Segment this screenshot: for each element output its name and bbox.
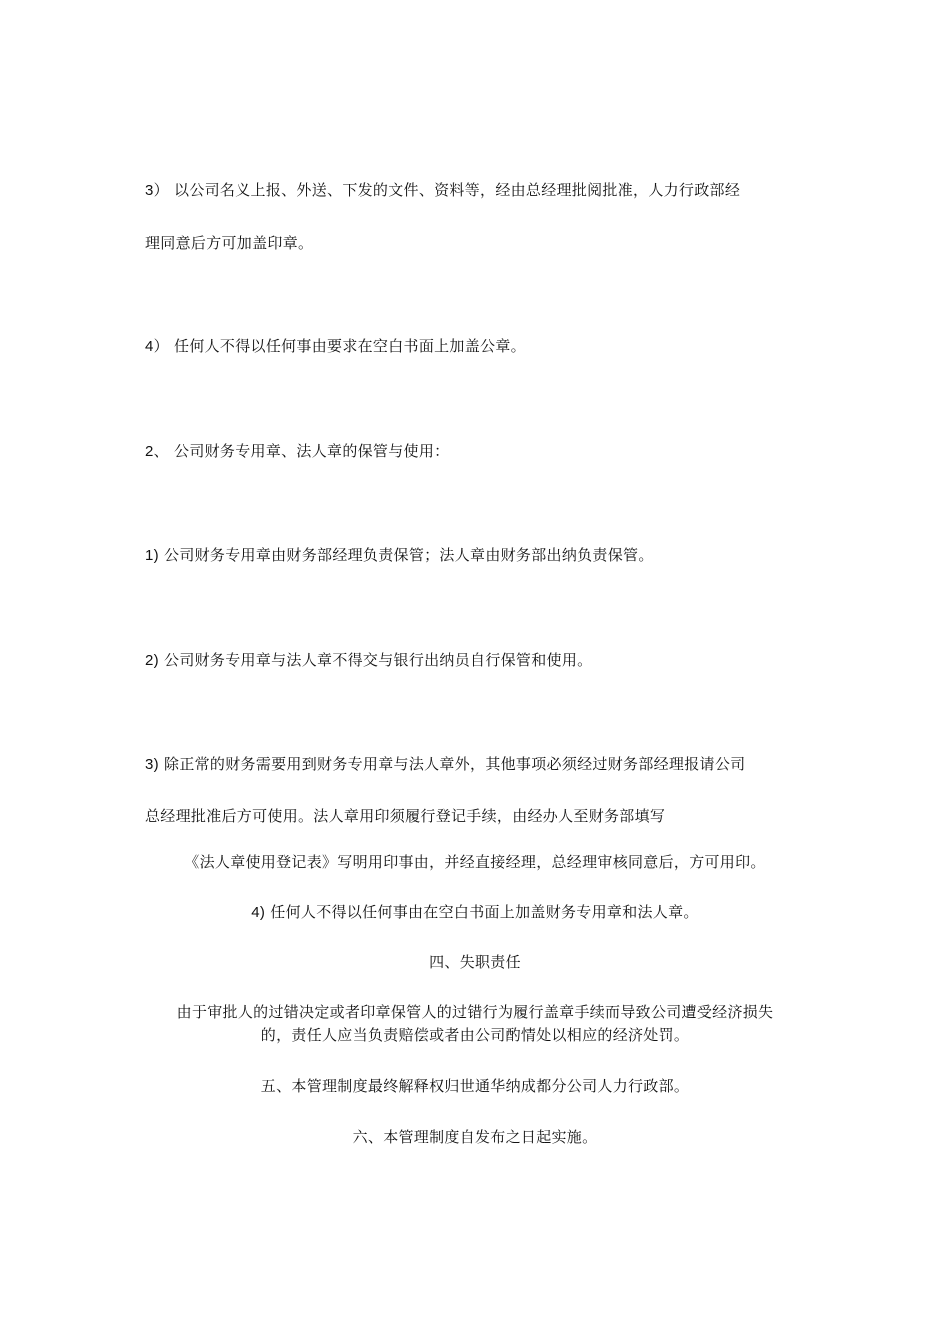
clause-text: 公司财务专用章由财务部经理负责保管；法人章由财务部出纳负责保管。 [164, 546, 654, 564]
clause-number: 4) [251, 904, 266, 921]
clause-number: 3） [145, 182, 169, 199]
clause-text: 任何人不得以任何事由在空白书面上加盖财务专用章和法人章。 [270, 903, 699, 921]
clause-text: 以公司名义上报、外送、下发的文件、资料等，经由总经理批阅批准，人力行政部经 [174, 181, 741, 199]
section-number: 2、 [145, 443, 169, 460]
section-5: 五、本管理制度最终解释权归世通华纳成都分公司人力行政部。 [260, 1077, 690, 1095]
finance-clause-3-line-3: 《法人章使用登记表》写明用印事由，并经直接经理，总经理审核同意后，方可用印。 [184, 853, 766, 871]
finance-clause-3-line-2: 总经理批准后方可使用。法人章用印须履行登记手续，由经办人至财务部填写 [145, 807, 666, 825]
clause-3-line-2: 理同意后方可加盖印章。 [145, 234, 314, 252]
section-4-text-line-1: 由于审批人的过错决定或者印章保管人的过错行为履行盖章手续而导致公司遭受经济损失 [176, 1003, 774, 1021]
clause-3-line-1 [145, 180, 740, 201]
section-text: 公司财务专用章、法人章的保管与使用： [174, 442, 450, 460]
clause-text: 公司财务专用章与法人章不得交与银行出纳员自行保管和使用。 [164, 651, 593, 669]
clause-text: 除正常的财务需要用到财务专用章与法人章外，其他事项必须经过财务部经理报请公司 [164, 755, 746, 773]
clause-number: 1) [145, 547, 159, 564]
section-6: 六、本管理制度自发布之日起实施。 [352, 1128, 598, 1146]
clause-4 [145, 336, 526, 357]
section-2-heading [145, 441, 449, 462]
section-4-text-line-2: 的，责任人应当负责赔偿或者由公司酌情处以相应的经济处罚。 [260, 1026, 690, 1044]
finance-clause-2 [145, 650, 592, 671]
clause-text: 任何人不得以任何事由要求在空白书面上加盖公章。 [174, 337, 526, 355]
clause-number: 2) [145, 652, 159, 669]
finance-clause-3-line-1 [145, 754, 745, 775]
finance-clause-1 [145, 545, 654, 566]
finance-clause-4 [0, 902, 950, 923]
section-4-heading: 四、失职责任 [429, 953, 521, 971]
clause-number: 4） [145, 338, 169, 355]
clause-number: 3) [145, 756, 159, 773]
